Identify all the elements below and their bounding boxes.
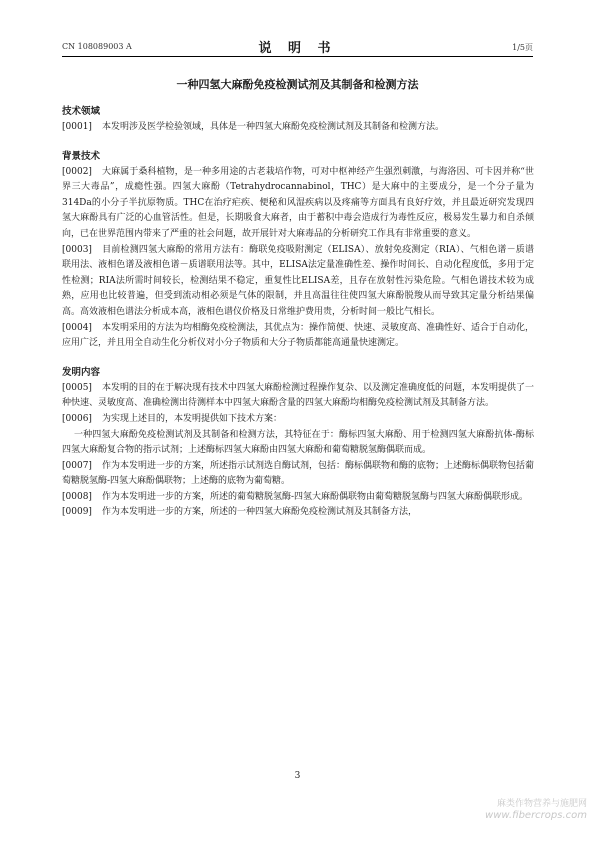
paragraph-text: 本发明涉及医学检验领域，具体是一种四氢大麻酚免疫检测试剂及其制备和检测方法。 [101,122,444,132]
paragraph-text: 本发明的目的在于解决现有技术中四氢大麻酚检测过程操作复杂、以及测定准确度低的问题，本发明提供了一种快速、灵敏度高、准确检测出待测样本中四氢大麻酚含量的四氢大麻酚均相酶免疫检测试剂及其制备方法。 [62,382,534,409]
paragraph-number: [0009] [62,507,92,518]
page-indicator: 1/5页 [512,43,533,52]
paragraph [62,459,534,490]
header-divider [62,56,533,57]
document-body [62,104,534,521]
paragraph [62,505,534,521]
paragraph-number: [0004] [62,322,92,333]
paragraph-number: [0005] [62,382,92,393]
page-number: 3 [294,771,301,781]
paragraph-text: 作为本发明进一步的方案，所述的一种四氢大麻酚免疫检测试剂及其制备方法， [101,507,417,518]
paragraph [62,490,534,506]
paragraph [62,381,534,412]
paragraph [62,120,534,136]
paragraph-number: [0001] [62,122,92,132]
site-watermark [485,798,587,822]
paragraph [62,243,534,321]
paragraph-text: 为实现上述目的，本发明提供如下技术方案： [101,413,282,424]
paragraph [62,321,534,352]
paragraph [62,428,534,459]
document-type: 说 明 书 [258,41,337,56]
document-title: 一种四氢大麻酚免疫检测试剂及其制备和检测方法 [176,78,419,91]
document-number: CN 108089003 A [62,42,132,51]
watermark-url: www.fibercrops.com [485,810,587,821]
paragraph [62,412,534,428]
paragraph-number: [0006] [62,413,92,424]
section-heading: 技术领域 [62,106,101,117]
paragraph-text: 目前检测四氢大麻酚的常用方法有：酶联免疫吸附测定（ELISA）、放射免疫测定（RIA）、气相色谱－质谱联用法、液相色谱及液相色谱－质谱联用法等。其中，ELISA法定量准确性差、操作时间长、自动化程度低，多用于定性检测；RIA法所需时间较长，检测结果不稳定，重复性比ELISA差，且存在放射性污染危险。气相色谱技术较为成熟，应用也比较普遍，但受到流动相必须是气体的限制，并且高温往往使四氢大麻酚脱羧从而导致其定量分析结果偏高。高效液相色谱法分析成本高，液相色谱仪价格及日常维护费用贵，分析时间一般比气相长。 [62,244,534,317]
section-heading: 背景技术 [62,150,101,162]
page-header [62,34,533,54]
paragraph-number: [0002] [62,166,92,177]
paragraph-text: 一种四氢大麻酚免疫检测试剂及其制备和检测方法，其特征在于：酶标四氢大麻酚、用于检测四氢大麻酚抗体-酶标四氢大麻酚复合物的指示试剂；上述酶标四氢大麻酚由四氢大麻酚和葡萄糖脱氢酶偶联而成。 [62,429,534,456]
section-heading: 发明内容 [62,366,101,378]
paragraph-text: 作为本发明进一步的方案，所述的葡萄糖脱氢酶-四氢大麻酚偶联物由葡萄糖脱氢酶与四氢大麻酚偶联形成。 [101,491,528,502]
paragraph-text: 大麻属于桑科植物，是一种多用途的古老栽培作物，可对中枢神经产生强烈刺激，与海洛因、可卡因并称“世界三大毒品”，成瘾性强。四氢大麻酚（Tetrahydrocannabinol，THC）是大麻中的主要成分，是一个分子量为314Da的小分子半抗原物质。THC在治疗疟疾、便秘和风湿疾病以及疼痛等方面具有良好疗效，并且最近研究发现四氢大麻酚具有广泛的心血管活性。但是，长期吸食大麻者，由于蓄积中毒会造成行为毒性反应，极易发生暴力和自杀倾向，已在世界范围内带来了严重的社会问题，故开展针对大麻毒品的分析研究工作具有非常重要的意义。 [62,166,534,239]
paragraph-number: [0003] [62,244,92,255]
paragraph-number: [0007] [62,460,92,471]
paragraph-number: [0008] [62,491,92,502]
watermark-site-name: 麻类作物营养与施肥网 [496,799,587,809]
paragraph-text: 本发明采用的方法为均相酶免疫检测法，其优点为：操作简便、快速、灵敏度高、准确性好、适合于自动化，应用广泛，并且用全自动生化分析仪对小分子物质和大分子物质都能高通量快速测定。 [62,322,534,349]
paragraph [62,165,534,243]
paragraph-text: 作为本发明进一步的方案，所述指示试剂选自酶试剂，包括：酶标偶联物和酶的底物；上述酶标偶联物包括葡萄糖脱氢酶-四氢大麻酚偶联物；上述酶的底物为葡萄糖。 [62,460,534,487]
